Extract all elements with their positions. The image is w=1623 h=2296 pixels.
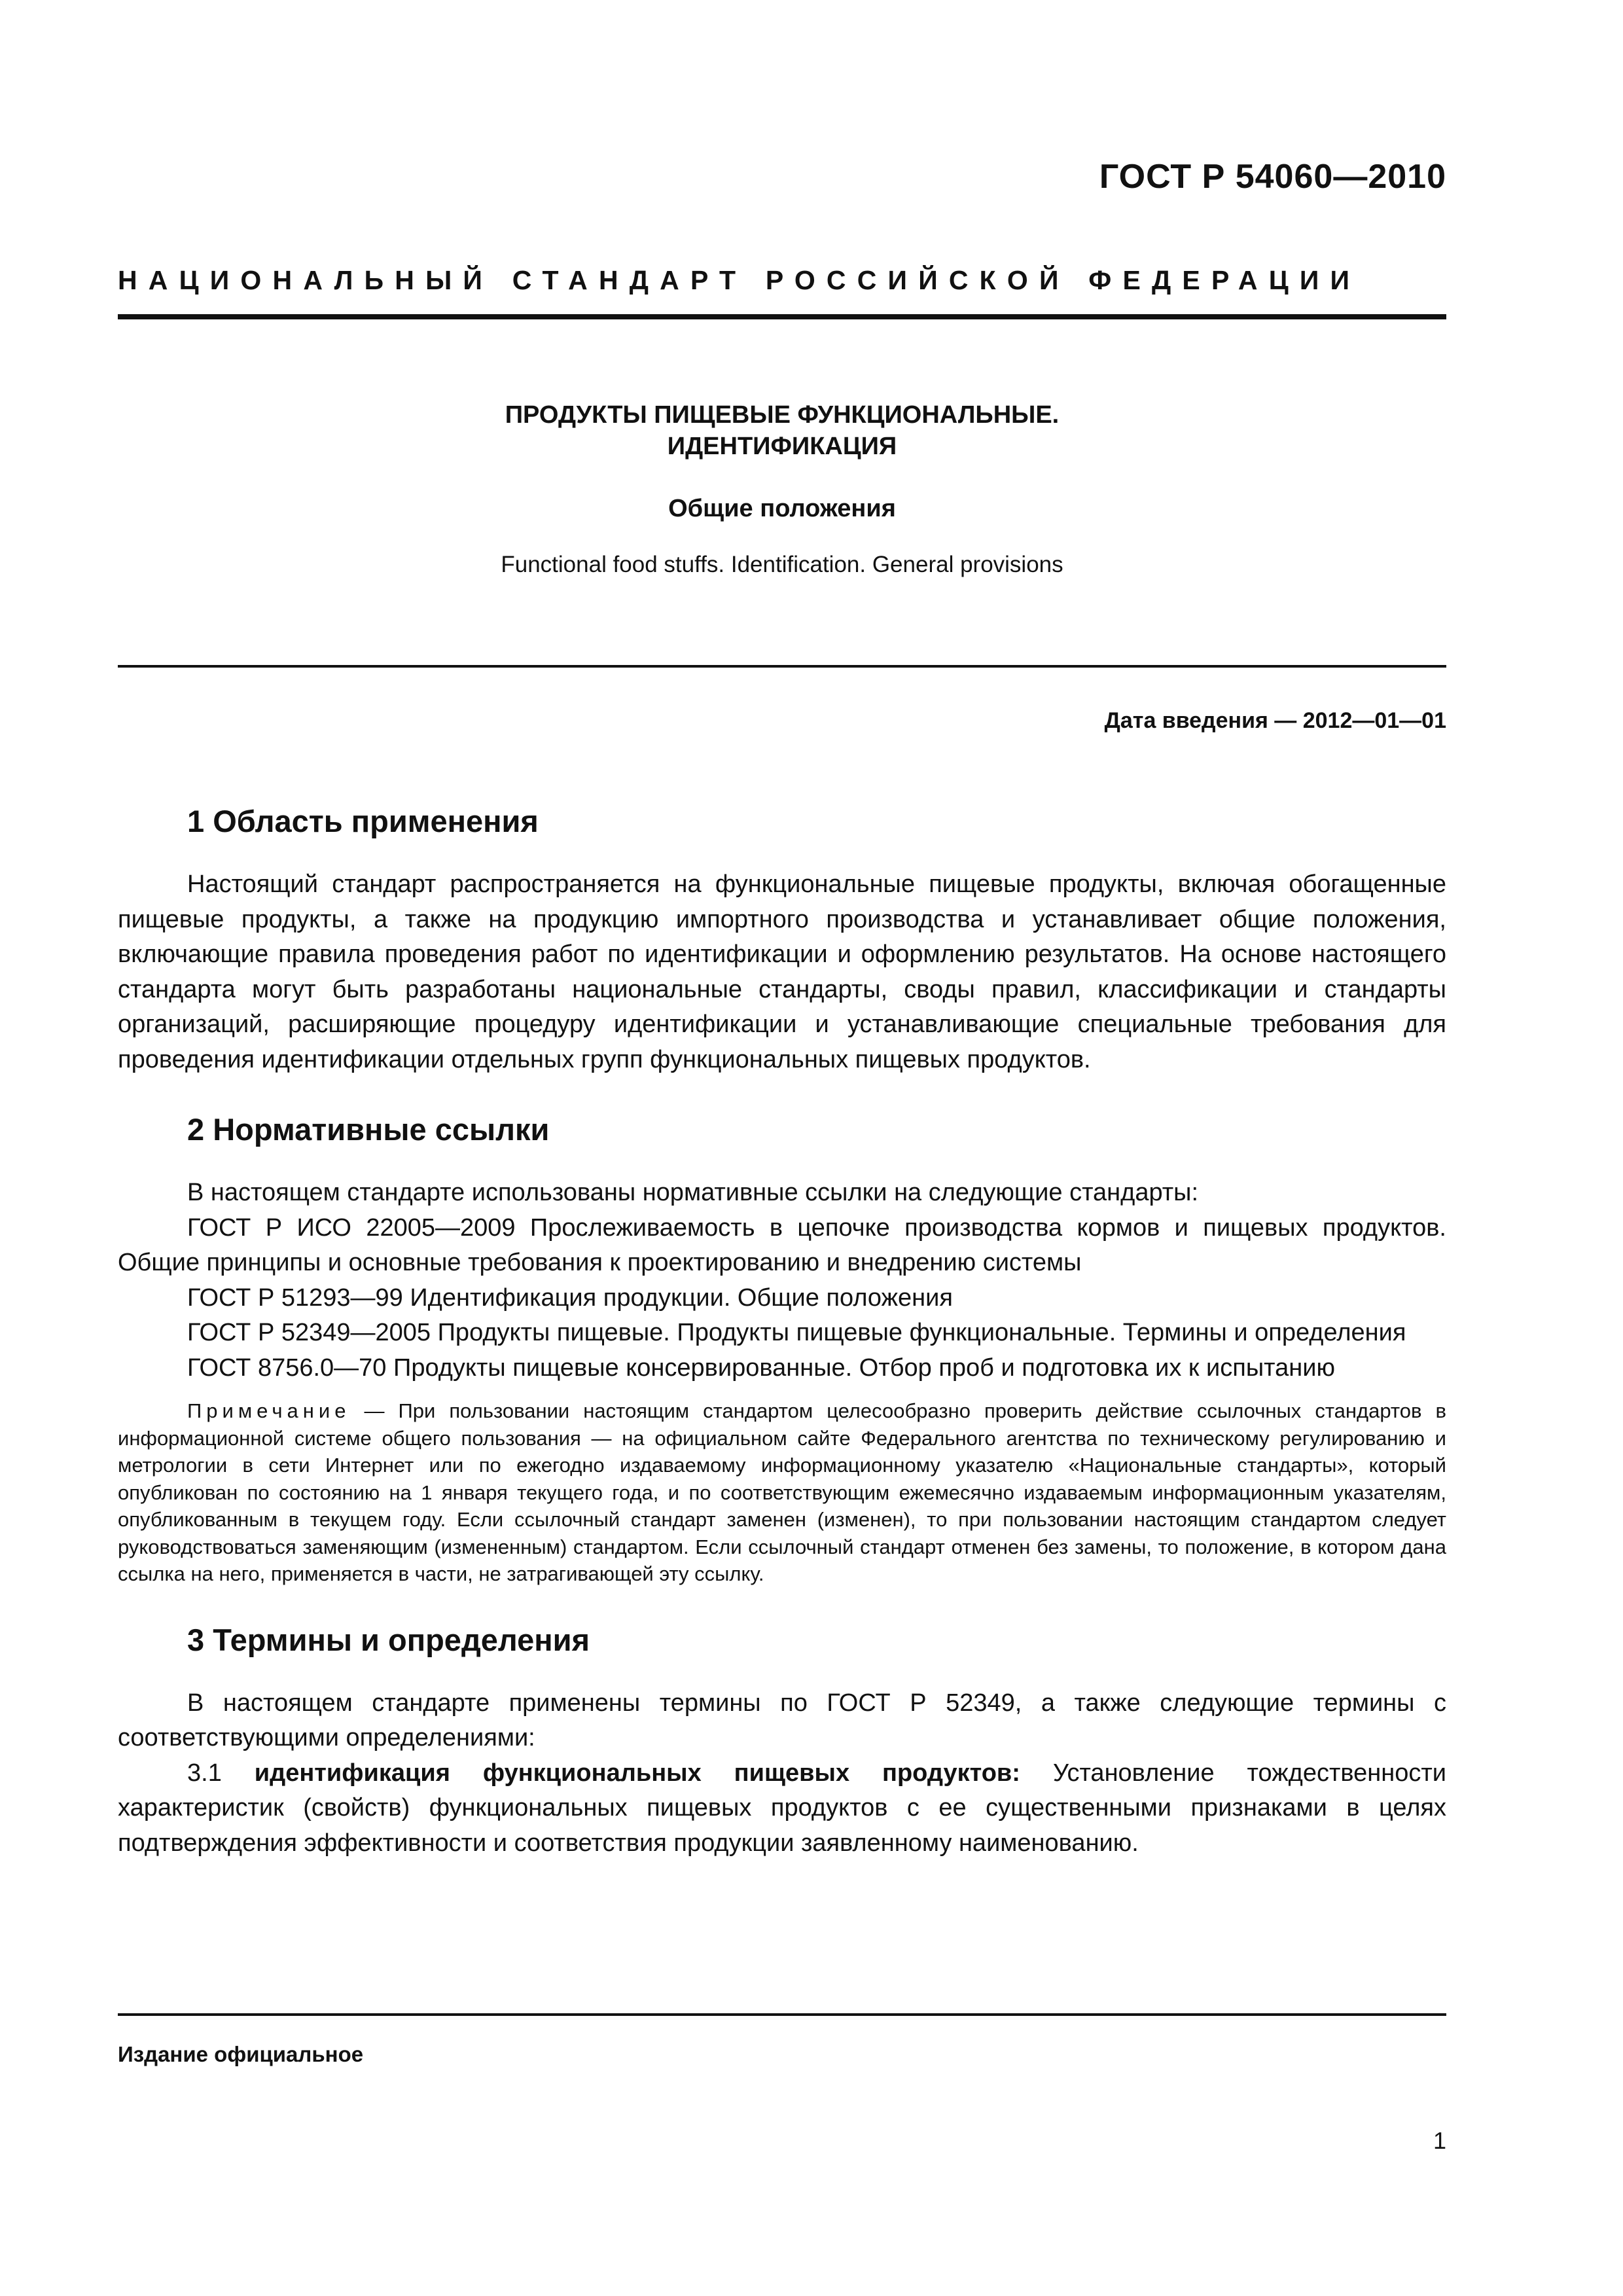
- header-rule: [118, 314, 1446, 319]
- document-body: [118, 802, 1446, 1861]
- section-3-intro: В настоящем стандарте применены термины по ГОСТ Р 52349, а также следующие термины с соответствующими определениями:: [118, 1689, 1446, 1751]
- english-title: Functional food stuffs. Identification. General provisions: [501, 552, 1063, 577]
- subtitle: Общие положения: [668, 495, 896, 522]
- term-name: идентификация функциональных пищевых продуктов:: [254, 1759, 1020, 1787]
- references-note: [118, 1397, 1446, 1588]
- section-3-heading: 3 Термины и определения: [187, 1622, 590, 1657]
- reference-item: ГОСТ 8756.0—70 Продукты пищевые консервированные. Отбор проб и подготовка их к испытанию: [187, 1354, 1335, 1382]
- page-number: 1: [1433, 2127, 1446, 2154]
- introduction-date: Дата введения — 2012—01—01: [1104, 708, 1446, 733]
- section-2-heading: 2 Нормативные ссылки: [187, 1112, 550, 1147]
- document-page: [118, 0, 1446, 2296]
- title-line-2: ИДЕНТИФИКАЦИЯ: [667, 433, 897, 460]
- term-definition-text: Установление тождественности характеристик (свойств) функциональных пищевых продуктов с ее существенными признаками в целях подтверждения эффективности и соответствия продукции заявленному наименованию.: [118, 1759, 1446, 1857]
- title-rule: [118, 665, 1446, 668]
- reference-item: ГОСТ Р 52349—2005 Продукты пищевые. Продукты пищевые функциональные. Термины и определения: [187, 1319, 1406, 1346]
- reference-item: ГОСТ Р ИСО 22005—2009 Прослеживаемость в цепочке производства кормов и пищевых продуктов. Общие принципы и основные требования к проектированию и внедрению системы: [118, 1213, 1446, 1276]
- standard-type-banner: НАЦИОНАЛЬНЫЙ СТАНДАРТ РОССИЙСКОЙ ФЕДЕРАЦИИ: [118, 265, 1361, 295]
- title-line-1: ПРОДУКТЫ ПИЩЕВЫЕ ФУНКЦИОНАЛЬНЫЕ.: [505, 401, 1060, 429]
- term-number: 3.1: [187, 1759, 255, 1787]
- section-1-text: Настоящий стандарт распространяется на функциональные пищевые продукты, включая обогащенные пищевые продукты, а также на продукцию импортного производства и устанавливает общие положения, включающие правила проведения работ по идентификации и оформлению результатов. На основе настоящего стандарта могут быть разработаны национальные стандарты, своды правил, классификации и стандарты организаций, расширяющие процедуру идентификации и устанавливающие специальные требования для проведения идентификации отдельных групп функциональных пищевых продуктов.: [118, 870, 1446, 1073]
- title-block: [118, 399, 1446, 578]
- term-definition: [118, 1756, 1446, 1861]
- document-number: ГОСТ Р 54060—2010: [1099, 158, 1446, 196]
- section-2-intro: В настоящем стандарте использованы нормативные ссылки на следующие стандарты:: [187, 1179, 1199, 1206]
- edition-label: Издание официальное: [118, 2042, 364, 2066]
- reference-item: ГОСТ Р 51293—99 Идентификация продукции. Общие положения: [187, 1283, 953, 1312]
- note-prefix: Примечание: [187, 1399, 351, 1422]
- note-text: — При пользовании настоящим стандартом целесообразно проверить действие ссылочных стандартов в информационной системе общего пользования — на официальном сайте Федерального агентства по техническому регулированию и метрологии в сети Интернет или по ежегодно издаваемому информационному указателю «Национальные стандарты», который опубликован по состоянию на 1 января текущего года, и по соответствующим ежемесячно издаваемым информационным указателям, опубликованным в текущем году. Если ссылочный стандарт заменен (изменен), то при пользовании настоящим стандартом следует руководствоваться заменяющим (измененным) стандартом. Если ссылочный стандарт отменен без замены, то положение, в котором дана ссылка на него, применяется в части, не затрагивающей эту ссылку.: [118, 1399, 1446, 1585]
- footer-rule: [118, 2013, 1446, 2016]
- section-1-heading: 1 Область применения: [187, 804, 539, 838]
